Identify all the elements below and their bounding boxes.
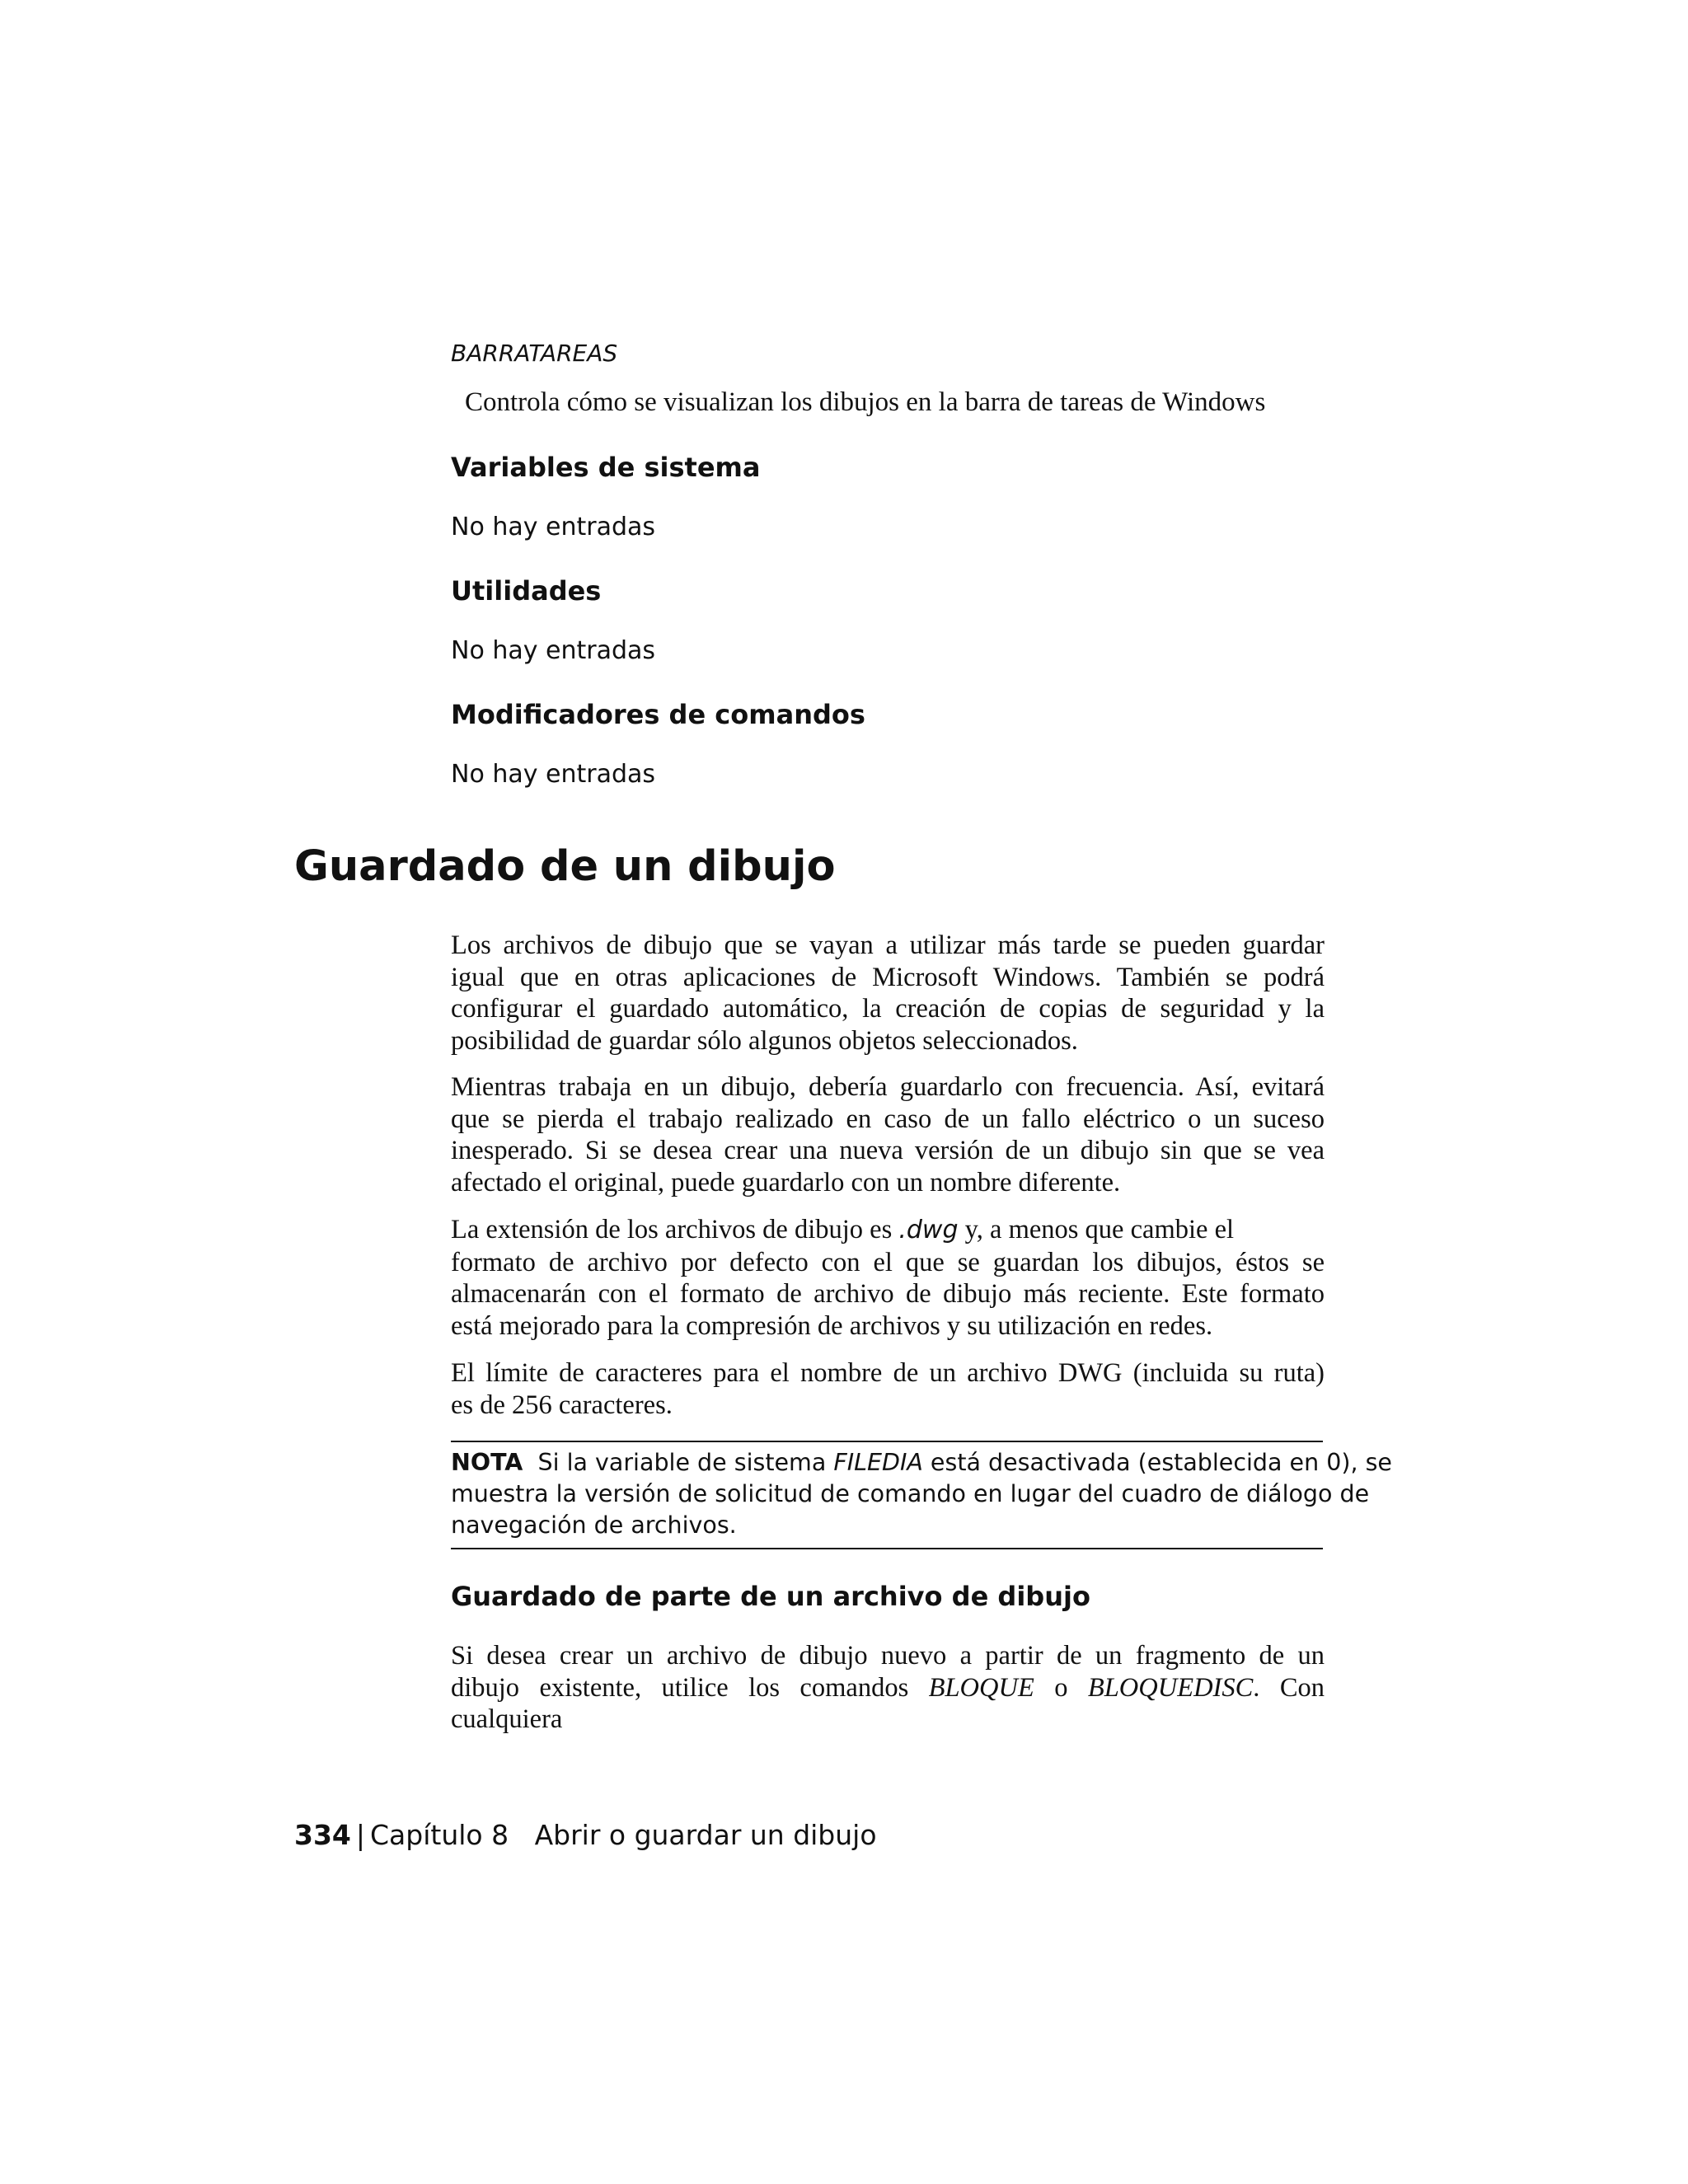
paragraph-line: configurar el guardado automático, la creación de copias de seguridad y la	[451, 994, 1325, 1024]
section-heading-command-modifiers: Modificadores de comandos	[451, 699, 865, 730]
paragraph-line: inesperado. Si se desea crear una nueva versión de un dibujo sin que se vea	[451, 1136, 1325, 1165]
text-run: está desactivada (establecida en 0), se	[922, 1449, 1392, 1476]
paragraph-line: está mejorado para la compresión de archivos y su utilización en redes.	[451, 1310, 1213, 1341]
paragraph-line: El límite de caracteres para el nombre de un archivo DWG (incluida su ruta)	[451, 1358, 1325, 1388]
paragraph-2	[451, 1071, 1325, 1198]
text-run: dibujo existente, utilice los comandos	[451, 1672, 929, 1703]
page-title: Guardado de un dibujo	[294, 842, 836, 891]
note-line: muestra la versión de solicitud de comando en lugar del cuadro de diálogo de	[451, 1480, 1370, 1507]
section-heading-system-variables: Variables de sistema	[451, 452, 761, 483]
paragraph-line: afectado el original, puede guardarlo con un nombre diferente.	[451, 1167, 1121, 1197]
text-run: . Con cualquiera	[451, 1672, 1325, 1734]
system-variable-name: FILEDIA	[833, 1449, 923, 1476]
paragraph-line: formato de archivo por defecto con el que se guardan los dibujos, éstos se	[451, 1247, 1325, 1277]
paragraph-line: Mientras trabaja en un dibujo, debería guardarlo con frecuencia. Así, evitará	[451, 1072, 1325, 1102]
text-run: y, a menos que cambie el	[958, 1215, 1235, 1244]
command-description: Controla cómo se visualizan los dibujos en la barra de tareas de Windows	[465, 387, 1266, 417]
command-reference: BLOQUEDISC	[1087, 1672, 1254, 1703]
page-number: 334	[294, 1819, 351, 1851]
file-extension: .dwg	[898, 1216, 959, 1244]
paragraph-line: posibilidad de guardar sólo algunos objetos seleccionados.	[451, 1025, 1078, 1056]
text-run: La extensión de los archivos de dibujo es	[451, 1215, 899, 1244]
paragraph-line: que se pierda el trabajo realizado en caso de un fallo eléctrico o un suceso	[451, 1104, 1325, 1134]
paragraph-line	[451, 1672, 1325, 1736]
footer-separator: |	[355, 1819, 366, 1851]
paragraph-line: igual que en otras aplicaciones de Microsoft Windows. También se podrá	[451, 962, 1325, 992]
text-run: Si la variable de sistema	[537, 1449, 834, 1476]
note-line	[451, 1447, 1392, 1479]
note-line: navegación de archivos.	[451, 1511, 737, 1539]
page-footer	[294, 1819, 877, 1851]
paragraph-line	[451, 1214, 1325, 1247]
paragraph-line: Los archivos de dibujo que se vayan a utilizar más tarde se pueden guardar	[451, 930, 1325, 960]
text-run: o	[1034, 1672, 1088, 1703]
paragraph-1	[451, 930, 1325, 1057]
section-heading-utilities: Utilidades	[451, 575, 602, 607]
subsection-heading: Guardado de parte de un archivo de dibujo	[451, 1581, 1090, 1612]
chapter-title: Abrir o guardar un dibujo	[534, 1819, 877, 1851]
section-text-command-modifiers: No hay entradas	[451, 760, 656, 789]
note-label: NOTA	[451, 1449, 523, 1476]
section-text-system-variables: No hay entradas	[451, 513, 656, 541]
chapter-label: Capítulo 8	[370, 1819, 509, 1851]
paragraph-3	[451, 1214, 1325, 1342]
command-name: BARRATAREAS	[451, 340, 618, 367]
paragraph-line: almacenarán con el formato de archivo de dibujo más reciente. Este formato	[451, 1279, 1325, 1309]
paragraph-4	[451, 1357, 1325, 1421]
paragraph-line: es de 256 caracteres.	[451, 1390, 673, 1420]
subsection-paragraph	[451, 1640, 1325, 1736]
paragraph-line: Si desea crear un archivo de dibujo nuevo a partir de un fragmento de un	[451, 1641, 1325, 1671]
section-text-utilities: No hay entradas	[451, 636, 656, 665]
note-box	[451, 1441, 1392, 1549]
command-reference: BLOQUE	[928, 1672, 1034, 1703]
